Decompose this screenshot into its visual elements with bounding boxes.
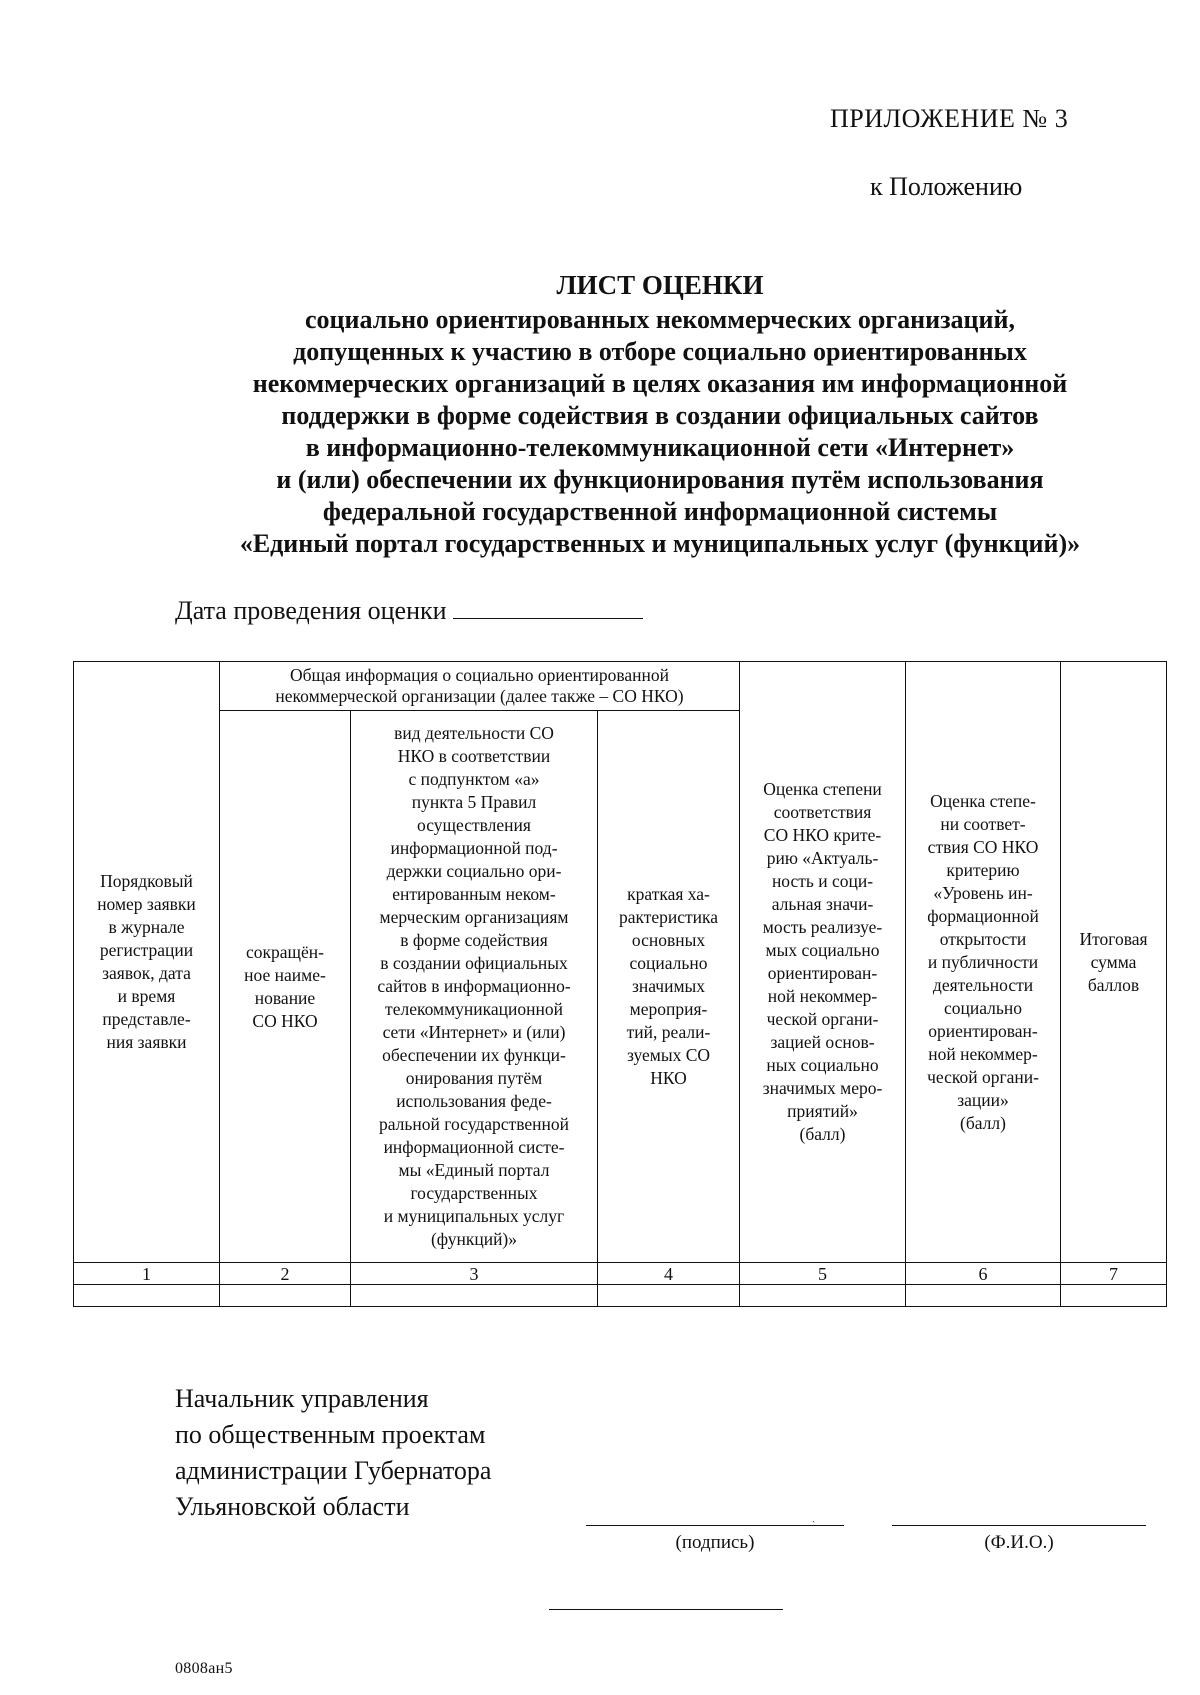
subtitle-line: федеральной государственной информационной системы xyxy=(322,497,998,526)
appendix-reference: к Положению xyxy=(870,172,1023,201)
subtitle-line: социально ориентированных некоммерческих организаций, xyxy=(305,305,1015,334)
column-number: 4 xyxy=(598,1263,740,1285)
column-header-activity-description: краткая ха- рактеристика основных социально значимых мероприя- тий, реали- зуемых СО НКО xyxy=(598,711,740,1263)
assessment-date-field[interactable] xyxy=(453,596,643,619)
column-header-application-number: Порядковый номер заявки в журнале регистрации заявок, дата и время представле- ния заявки xyxy=(74,662,220,1263)
signatory-position-line: администрации Губернатора xyxy=(175,1456,492,1485)
document-subtitle xyxy=(100,304,1200,560)
assessment-date-row xyxy=(175,596,643,626)
column-header-relevance-score: Оценка степени соответствия СО НКО крите- рию «Актуаль- ность и соци- альная значи- мость реализуе- мых социально ориентирован- ной некоммер- ческой органи- зацией основ- ных социально значимых меро- приятий» (балл) xyxy=(740,662,906,1263)
signatory-position-line: Ульяновской области xyxy=(175,1492,410,1521)
extra-signature-line[interactable] xyxy=(549,1609,783,1610)
assessment-table xyxy=(73,661,1167,1307)
table-cell[interactable] xyxy=(74,1285,220,1307)
column-header-activity-type: вид деятельности СО НКО в соответствии с подпунктом «а» пункта 5 Правил осуществления информационной под- держки социально ори- ентированным неком- мерческим организациям в форме содействия в создании официальных сайтов в информационно- телекоммуникационной сети «Интернет» и (или) обеспечении их функци- онирования путём использования феде- ральной государственной информационной систе- мы «Единый портал государственных и муниципальных услуг (функций)» xyxy=(351,711,598,1263)
column-header-openness-score: Оценка степе- ни соответ- ствия СО НКО критерию «Уровень ин- формационной открытости и публичности деятельности социально ориентирован- ной некоммер- ческой органи- зации» (балл) xyxy=(906,662,1061,1263)
column-number: 7 xyxy=(1061,1263,1167,1285)
fio-line[interactable] xyxy=(892,1525,1146,1526)
subtitle-line: допущенных к участию в отборе социально ориентированных xyxy=(293,337,1027,366)
signature-line[interactable] xyxy=(586,1525,844,1526)
subtitle-line: некоммерческих организаций в целях оказания им информационной xyxy=(252,369,1068,398)
table-cell[interactable] xyxy=(351,1285,598,1307)
column-number: 2 xyxy=(220,1263,351,1285)
column-header-total-score: Итоговая сумма баллов xyxy=(1061,662,1167,1263)
table-cell[interactable] xyxy=(598,1285,740,1307)
table-cell[interactable] xyxy=(220,1285,351,1307)
column-number: 3 xyxy=(351,1263,598,1285)
subtitle-line: в информационно-телекоммуникационной сети «Интернет» xyxy=(305,433,1015,462)
fio-caption: (Ф.И.О.) xyxy=(984,1532,1054,1553)
table-row xyxy=(74,1285,1167,1307)
signature-caption: (подпись) xyxy=(675,1532,755,1553)
table-cell[interactable] xyxy=(906,1285,1061,1307)
subtitle-line: поддержки в форме содействия в создании официальных сайтов xyxy=(281,401,1039,430)
column-header-short-name: сокращён- ное наиме- нование СО НКО xyxy=(220,711,351,1263)
signatory-position xyxy=(175,1381,491,1525)
column-group-header-nko-info: Общая информация о социально ориентированной некоммерческой организации (далее также – СО НКО) xyxy=(220,662,740,711)
column-number: 6 xyxy=(906,1263,1061,1285)
subtitle-line: и (или) обеспечении их функционирования путём использования xyxy=(276,465,1044,494)
subtitle-line: «Единый портал государственных и муниципальных услуг (функций)» xyxy=(239,529,1081,558)
document-code: 0808ан5 xyxy=(175,1660,233,1677)
document-title: ЛИСТ ОЦЕНКИ xyxy=(556,270,764,300)
column-number: 5 xyxy=(740,1263,906,1285)
appendix-number: ПРИЛОЖЕНИЕ № 3 xyxy=(830,104,1069,133)
column-number: 1 xyxy=(74,1263,220,1285)
signatory-position-line: Начальник управления xyxy=(175,1384,429,1413)
signatory-position-line: по общественным проектам xyxy=(175,1420,486,1449)
assessment-date-label: Дата проведения оценки xyxy=(175,596,447,625)
ink-mark: ˏ xyxy=(812,1512,816,1523)
table-cell[interactable] xyxy=(1061,1285,1167,1307)
table-cell[interactable] xyxy=(740,1285,906,1307)
